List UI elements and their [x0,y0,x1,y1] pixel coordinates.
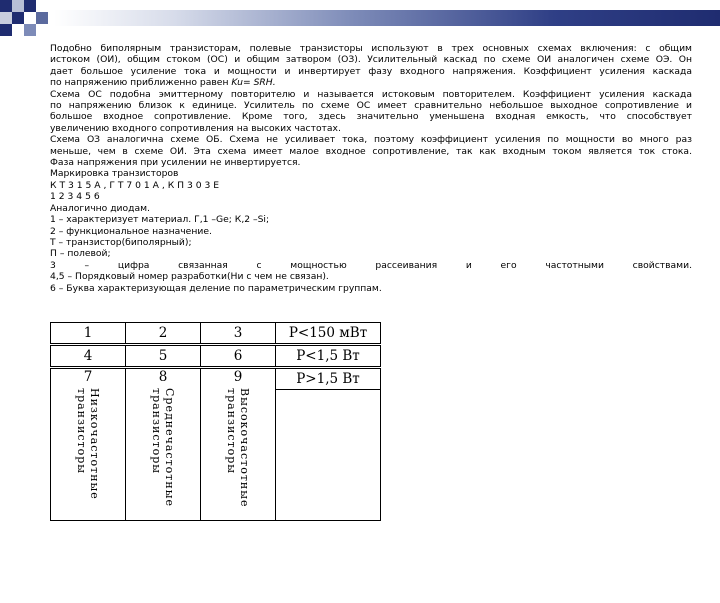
text-line: увеличению входного сопротивления на высоких частотах. [50,122,341,134]
text-line: 4,5 – Порядковый номер разработки(Ни с чем не связан). [50,271,329,283]
cell-number: 9 [233,369,243,385]
table-cell-power: Р<150 мВт [276,323,381,345]
cell-number: 7 [83,369,93,385]
vertical-label-low-frequency: Низкочастотные транзисторы [75,388,101,500]
table-cell-low-freq [51,368,126,521]
text-line: 1 2 3 4 5 6 [50,191,100,203]
text-line: Подобно биполярным транзисторам, полевые транзисторы используют в трех основных схемах включения: с общим [50,43,692,54]
decorative-checker-pattern [0,0,54,40]
transistor-classification-table [50,322,381,521]
vertical-label-mid-frequency: Среднечастотные транзисторы [150,388,176,507]
text-line: 2 – функциональное назначение. [50,225,212,237]
table-cell-mid-freq [126,368,201,521]
table-cell: 3 [201,323,276,345]
table-row [51,368,381,521]
cell-number: 8 [158,369,168,385]
text-line: большое входное сопротивление. Кроме того, здесь значительно уменьшена входная емкость, что способствует [50,111,692,123]
text-line: Схема ОЗ аналогична схеме ОБ. Схема не усиливает тока, поэтому коэффициент усиления по мощности во много раз [50,134,692,146]
table-cell: 6 [201,345,276,368]
table-cell: 1 [51,323,126,345]
table-row [51,323,381,345]
text-line: дает большое усиление тока и мощности и инвертирует фазу входного напряжения. Коэффициент усиления каскада [50,65,692,77]
text-line: 1 – характеризует материал. Г,1 –Ge; К,2 –Si; [50,214,270,226]
text-line: меньше, чем в схеме ОИ. Эта схема имеет малое входное сопротивление, так как входным током является ток стока. [50,145,692,157]
table-cell-high-freq [201,368,276,521]
gain-formula: Ku= SRН. [231,77,276,89]
table-cell-power-high [276,368,381,521]
text-line: 6 – Буква характеризующая деление по параметрическим группам. [50,282,382,294]
vertical-label-high-frequency: Высокочастотные транзисторы [225,388,251,508]
text-line: К Т 3 1 5 А , Г Т 7 0 1 А , К П 3 0 3 Е [50,179,220,191]
text-line: Т – транзистор(биполярный); [50,236,192,248]
table-cell: 5 [126,345,201,368]
text-line: Схема ОС подобна эмиттерному повторителю и называется истоковым повторителем. Коэффициент усиления каскада [50,88,692,100]
header-gradient-bar [54,10,720,26]
text-line: Маркировка транзисторов [50,168,179,180]
table-cell: 4 [51,345,126,368]
text-line: Аналогично диодам. [50,202,150,214]
table-cell: 2 [126,323,201,345]
text-line: Фаза напряжения при усилении не инвертируется. [50,157,301,169]
text-line: истоком (ОИ), общим стоком (ОС) и общим затвором (ОЗ). Усилительный каскад по схеме ОИ аналогичен схеме ОЭ. Он [50,54,692,66]
text-line: по напряжению близок к единице. Усилитель по схеме ОС имеет сравнительно небольшое выходное сопротивление и [50,100,692,112]
text-line: 3 – цифра связанная с мощностью рассеивания и его частотными свойствами. [50,259,692,271]
text-span: по напряжению приближенно равен [50,77,232,89]
table-row [51,345,381,368]
text-line: П – полевой; [50,248,111,260]
power-value: Р>1,5 Вт [276,369,380,390]
text-line [50,77,692,88]
table-cell-power: Р<1,5 Вт [276,345,381,368]
document-body [50,43,692,294]
